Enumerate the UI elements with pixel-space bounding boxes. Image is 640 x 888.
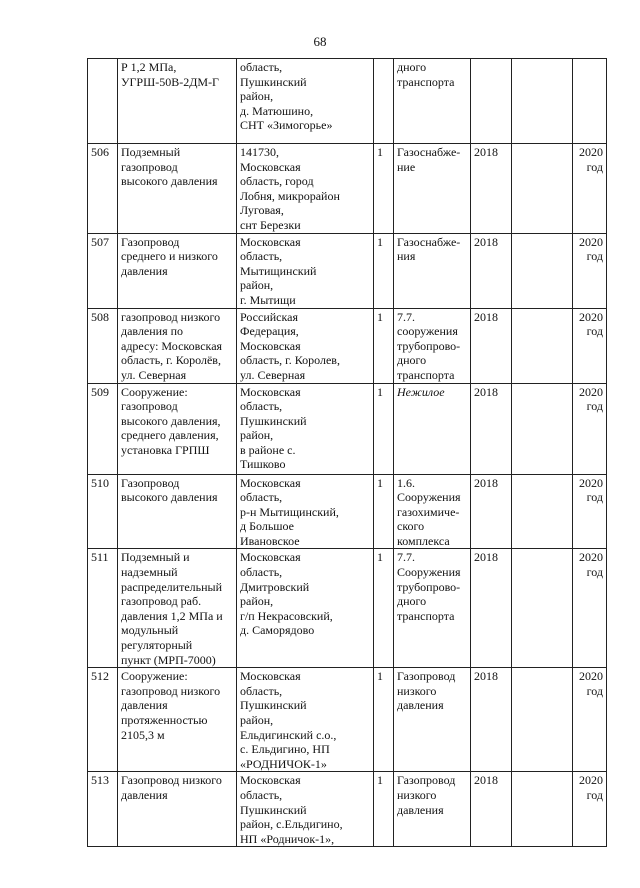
quantity-cell: 1 — [374, 549, 394, 668]
address-cell: Московская область, Пушкинский район, в районе с. Тишково — [237, 383, 374, 474]
empty-cell — [512, 772, 573, 847]
empty-cell — [512, 474, 573, 549]
start-year-cell: 2018 — [471, 772, 512, 847]
quantity-cell: 1 — [374, 383, 394, 474]
start-year-cell: 2018 — [471, 549, 512, 668]
end-year-cell: 2020 год — [573, 308, 607, 383]
object-type-cell: Газопровод низкого давления — [394, 772, 471, 847]
object-name-cell: Сооружение: газопровод низкого давления протяженностью 2105,3 м — [118, 668, 237, 772]
registry-table-body — [88, 59, 607, 847]
object-type-cell: Нежилое — [394, 383, 471, 474]
row-number-cell: 513 — [88, 772, 118, 847]
page-number: 68 — [313, 34, 327, 49]
table-row — [88, 59, 607, 144]
end-year-cell: 2020 год — [573, 549, 607, 668]
table-row — [88, 308, 607, 383]
object-type-cell: дного транспорта — [394, 59, 471, 144]
row-number-cell: 512 — [88, 668, 118, 772]
quantity-cell: 1 — [374, 474, 394, 549]
object-name-cell: Сооружение: газопровод высокого давления, среднего давления, установка ГРПШ — [118, 383, 237, 474]
quantity-cell — [374, 59, 394, 144]
object-type-cell: 7.7. сооружения трубопрово- дного транспорта — [394, 308, 471, 383]
empty-cell — [512, 144, 573, 234]
empty-cell — [512, 233, 573, 308]
table-row — [88, 144, 607, 234]
table-row — [88, 549, 607, 668]
object-type-cell: Газоснабже- ния — [394, 233, 471, 308]
row-number-cell: 511 — [88, 549, 118, 668]
start-year-cell: 2018 — [471, 308, 512, 383]
row-number-cell: 507 — [88, 233, 118, 308]
address-cell: Российская Федерация, Московская область, г. Королев, ул. Северная — [237, 308, 374, 383]
table-row — [88, 233, 607, 308]
quantity-cell: 1 — [374, 144, 394, 234]
row-number-cell: 506 — [88, 144, 118, 234]
quantity-cell: 1 — [374, 668, 394, 772]
object-name-cell: Подземный газопровод высокого давления — [118, 144, 237, 234]
table-row — [88, 474, 607, 549]
end-year-cell: 2020 год — [573, 144, 607, 234]
empty-cell — [512, 549, 573, 668]
object-name-cell: Газопровод низкого давления — [118, 772, 237, 847]
registry-table — [87, 58, 607, 847]
object-name-cell: газопровод низкого давления по адресу: Московская область, г. Королёв, ул. Северная — [118, 308, 237, 383]
table-row — [88, 772, 607, 847]
end-year-cell: 2020 год — [573, 233, 607, 308]
quantity-cell: 1 — [374, 772, 394, 847]
object-name-cell: Газопровод среднего и низкого давления — [118, 233, 237, 308]
object-name-cell: Р 1,2 МПа, УГРШ-50В-2ДМ-Г — [118, 59, 237, 144]
end-year-cell: 2020 год — [573, 668, 607, 772]
table-row — [88, 383, 607, 474]
end-year-cell: 2020 год — [573, 772, 607, 847]
object-type-cell: 1.6. Сооружения газохимиче- ского комплекса — [394, 474, 471, 549]
row-number-cell: 510 — [88, 474, 118, 549]
row-number-cell: 509 — [88, 383, 118, 474]
object-type-cell: 7.7. Сооружения трубопрово- дного транспорта — [394, 549, 471, 668]
address-cell: Московская область, Пушкинский район, с.Ельдигино, НП «Родничок-1», — [237, 772, 374, 847]
object-type-cell: Газоснабже- ние — [394, 144, 471, 234]
table-row — [88, 668, 607, 772]
address-cell: Московская область, Мытищинский район, г. Мытищи — [237, 233, 374, 308]
start-year-cell: 2018 — [471, 668, 512, 772]
end-year-cell: 2020 год — [573, 383, 607, 474]
empty-cell — [512, 668, 573, 772]
empty-cell — [512, 59, 573, 144]
address-cell: Московская область, р-н Мытищинский, д Большое Ивановское — [237, 474, 374, 549]
address-cell: Московская область, Дмитровский район, г/п Некрасовский, д. Саморядово — [237, 549, 374, 668]
empty-cell — [512, 383, 573, 474]
empty-cell — [512, 308, 573, 383]
start-year-cell — [471, 59, 512, 144]
start-year-cell: 2018 — [471, 233, 512, 308]
address-cell: область, Пушкинский район, д. Матюшино, СНТ «Зимогорье» — [237, 59, 374, 144]
row-number-cell — [88, 59, 118, 144]
row-number-cell: 508 — [88, 308, 118, 383]
address-cell: Московская область, Пушкинский район, Ельдигинский с.о., с. Ельдигино, НП «РОДНИЧОК-1» — [237, 668, 374, 772]
address-cell: 141730, Московская область, город Лобня, микрорайон Луговая, снт Березки — [237, 144, 374, 234]
quantity-cell: 1 — [374, 308, 394, 383]
object-name-cell: Подземный и надземный распределительный газопровод раб. давления 1,2 МПа и модульный регуляторный пункт (МРП-7000) — [118, 549, 237, 668]
end-year-cell: 2020 год — [573, 474, 607, 549]
start-year-cell: 2018 — [471, 383, 512, 474]
object-name-cell: Газопровод высокого давления — [118, 474, 237, 549]
object-type-cell: Газопровод низкого давления — [394, 668, 471, 772]
end-year-cell — [573, 59, 607, 144]
start-year-cell: 2018 — [471, 474, 512, 549]
quantity-cell: 1 — [374, 233, 394, 308]
start-year-cell: 2018 — [471, 144, 512, 234]
